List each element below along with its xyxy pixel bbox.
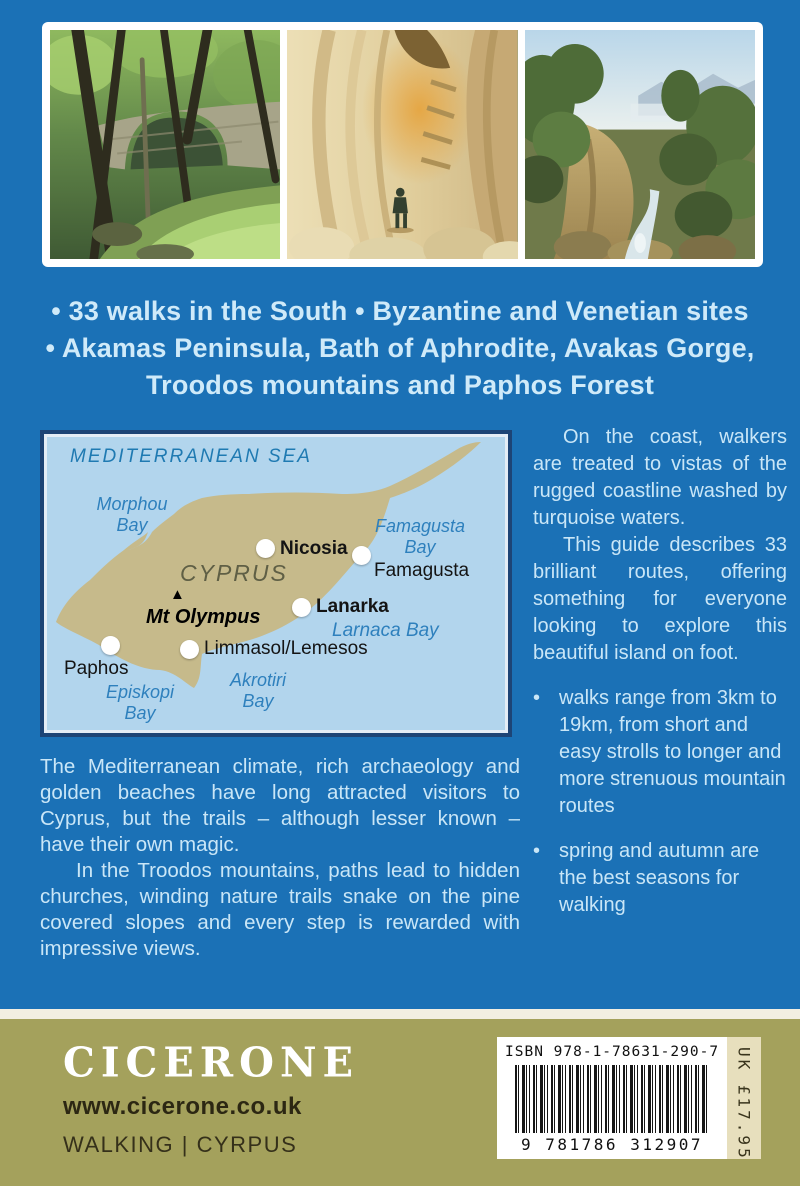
right-paragraph-1: On the coast, walkers are treated to vistas of the rugged coastline washed by turquoise waters. — [533, 426, 787, 529]
label-episkopi-bay: Episkopi Bay — [105, 682, 175, 723]
barcode-panel — [497, 1037, 727, 1159]
photo-forest-stream-bridge — [50, 30, 280, 259]
photo-gorge-walls — [287, 30, 517, 259]
label-famagusta-bay: Famagusta Bay — [374, 516, 466, 557]
city-dot-lanarka — [292, 598, 311, 617]
photo-strip — [42, 22, 763, 267]
cyprus-map — [40, 430, 512, 737]
left-column — [40, 754, 520, 962]
label-larnaca-bay: Larnaca Bay — [332, 620, 439, 641]
price-text: UK £17.95 — [734, 1047, 754, 1161]
series-category: WALKING | CYRPUS — [63, 1132, 298, 1157]
bullet-icon: • — [533, 687, 541, 709]
label-morphou-bay: Morphou Bay — [96, 494, 168, 535]
city-dot-nicosia — [256, 539, 275, 558]
highlights-block — [0, 293, 800, 404]
city-dot-famagusta — [352, 546, 371, 565]
left-paragraph-1: The Mediterranean climate, rich archaeology and golden beaches have long attracted visitors to Cyprus, but the trails – although lesser known – have their own magic. — [40, 755, 520, 856]
barcode-bars — [515, 1065, 709, 1133]
label-limassol: Limmasol/Lemesos — [204, 638, 368, 659]
photo-mountain-ravine — [525, 30, 755, 259]
left-paragraph-2: In the Troodos mountains, paths lead to hidden churches, winding nature trails snake on the pine covered slopes and every step is rewarded with impressive views. — [40, 859, 520, 960]
mountain-peak-icon: ▲ — [170, 586, 185, 603]
price-panel — [727, 1037, 761, 1159]
label-lanarka: Lanarka — [316, 596, 389, 617]
barcode-block — [497, 1037, 761, 1159]
list-item — [533, 685, 787, 820]
label-nicosia: Nicosia — [280, 538, 348, 559]
label-mt-olympus: Mt Olympus — [146, 606, 261, 628]
highlight-line-1: • 33 walks in the South • Byzantine and Venetian sites — [51, 296, 749, 326]
city-dot-paphos — [101, 636, 120, 655]
cicerone-logo: CICERONE — [63, 1038, 360, 1087]
footer-band — [0, 1019, 800, 1186]
divider-strip — [0, 1009, 800, 1019]
bullet-icon: • — [533, 840, 541, 862]
highlight-line-3: Troodos mountains and Paphos Forest — [145, 370, 655, 400]
barcode-digits: 9 781786 312907 — [521, 1135, 703, 1154]
label-mediterranean-sea: MEDITERRANEAN SEA — [70, 446, 312, 467]
city-dot-limassol — [180, 640, 199, 659]
list-item — [533, 838, 787, 919]
label-cyprus: CYPRUS — [180, 560, 288, 586]
label-famagusta: Famagusta — [374, 560, 470, 581]
label-akrotiri-bay: Akrotiri Bay — [229, 670, 286, 711]
right-column — [533, 424, 787, 919]
list-item-text: spring and autumn are the best seasons for walking — [559, 840, 760, 916]
highlight-line-2: • Akamas Peninsula, Bath of Aphrodite, Avakas Gorge, — [45, 333, 755, 363]
list-item-text: walks range from 3km to 19km, from short and easy strolls to longer and more strenuous mountain routes — [559, 687, 786, 817]
isbn-text: ISBN 978-1-78631-290-7 — [505, 1044, 720, 1060]
label-paphos: Paphos — [64, 658, 129, 679]
publisher-website: www.cicerone.co.uk — [63, 1093, 302, 1120]
right-paragraph-2: This guide describes 33 brilliant routes, offering something for everyone looking to explore this beautiful island on foot. — [533, 534, 787, 664]
right-bullet-list — [533, 685, 787, 919]
